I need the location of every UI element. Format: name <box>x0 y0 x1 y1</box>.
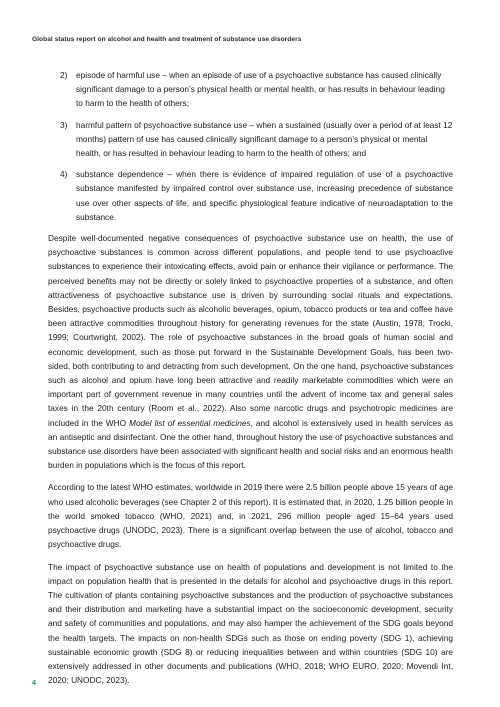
report-header-title: Global status report on alcohol and health and treatment of substance use disorders <box>32 36 302 43</box>
essential-medicines-title: Model list of essential medicines <box>129 417 251 428</box>
list-item-number: 3) <box>60 119 68 130</box>
list-item-text: harmful pattern of psychoactive substance use – when a sustained (usually over a period of at least 12 months) pattern of use has caused clinically significant damage to a person’s physical or mental health, or has resulted in behaviour leading to harm to the health of others; and <box>76 119 453 159</box>
list-item <box>60 68 453 111</box>
paragraph-who-estimates: According to the latest WHO estimates, worldwide in 2019 there were 2.5 billion people above 15 years of age who used alcoholic beverages (see Chapter 2 of this report). It is estimated that, in 2020, 1.25 billion people in the world smoked tobacco (WHO, 2021) and, in 2021, 296 million people aged 15–64 years used psychoactive drugs (UNODC, 2023). There is a significant overlap between the use of alcohol, tobacco and psychoactive drugs. <box>48 482 453 550</box>
list-item-text: episode of harmful use – when an episode of use of a psychoactive substance has caused clinically significant damage to a person’s physical health or mental health, or has results in behaviour leading to harm to the health of others; <box>76 70 445 109</box>
list-item-number: 2) <box>60 70 68 80</box>
main-content <box>48 68 453 695</box>
list-item <box>60 167 453 224</box>
list-item-number: 4) <box>60 169 68 180</box>
paragraph-text: , and alcohol is extensively used in health services as an antiseptic and disinfectant. One the other hand, throughout history the use of psychoactive substances and substance use disorders have been associated with significant health and social risks and an enormous health burden in populations which is the focus of this report. <box>48 417 454 471</box>
paragraph-development-impact: The impact of psychoactive substance use on health of populations and development is not limited to the impact on population health that is presented in the details for alcohol and psychoactive drugs in this report. The cultivation of plants containing psychoactive substances and the production of psychoactive substances and their distribution and marketing have a substantial impact on the socioeconomic development, security and safety of communities and populations, and may also hamper the achievement of the SDG goals beyond the health targets. The impacts on non-health SDGs such as those on ending poverty (SDG 1), achieving sustainable economic growth (SDG 8) or reducing inequalities between and within countries (SDG 10) are extensively addressed in other documents and publications (WHO, 2018; WHO EURO, 2020; Movendi Int, 2020; UNODC, 2023). <box>48 561 453 686</box>
list-item <box>60 118 453 161</box>
paragraph-text: Despite well-documented negative consequences of psychoactive substance use on health, the use of psychoactive substances is common across different populations, and people tend to use psychoactive substances to experience their intoxicating effects, avoid pain or enhance their vigilance or performance. The perceived benefits may not be directly or solely linked to psychoactive properties of a substance, and often attractiveness of psychoactive substance use is driven by surrounding social rituals and expectations. Besides, psychoactive products such as alcoholic beverages, opium, tobacco products or tea and coffee have been attractive commodities throughout history for generating revenues for the state (Austin, 1978; Trocki, 1999; Courtwright, 2002). The role of psychoactive substances in the broad goals of human social and economic development, such as those put forward in the Sustainable Development Goals, has been two-sided, both contributing to and detracting from such development. On the one hand, psychoactive substances such as alcohol and opium have long been attractive and readily marketable commodities which were an important part of government revenue in many countries until the advent of income tax and general sales taxes in the 20th century (Room et al., 2022). Also some narcotic drugs and psychotropic medicines are included in the WHO <box>48 233 453 428</box>
paragraph-psychoactive-use <box>48 231 453 472</box>
page-number: 4 <box>32 680 36 687</box>
list-item-text: substance dependence – when there is evidence of impaired regulation of use of a psychoactive substance manifested by impaired control over substance use, increasing precedence of substance use over other aspects of life, and specific physiological feature indicative of neuroadaptation to the substance. <box>76 169 453 222</box>
